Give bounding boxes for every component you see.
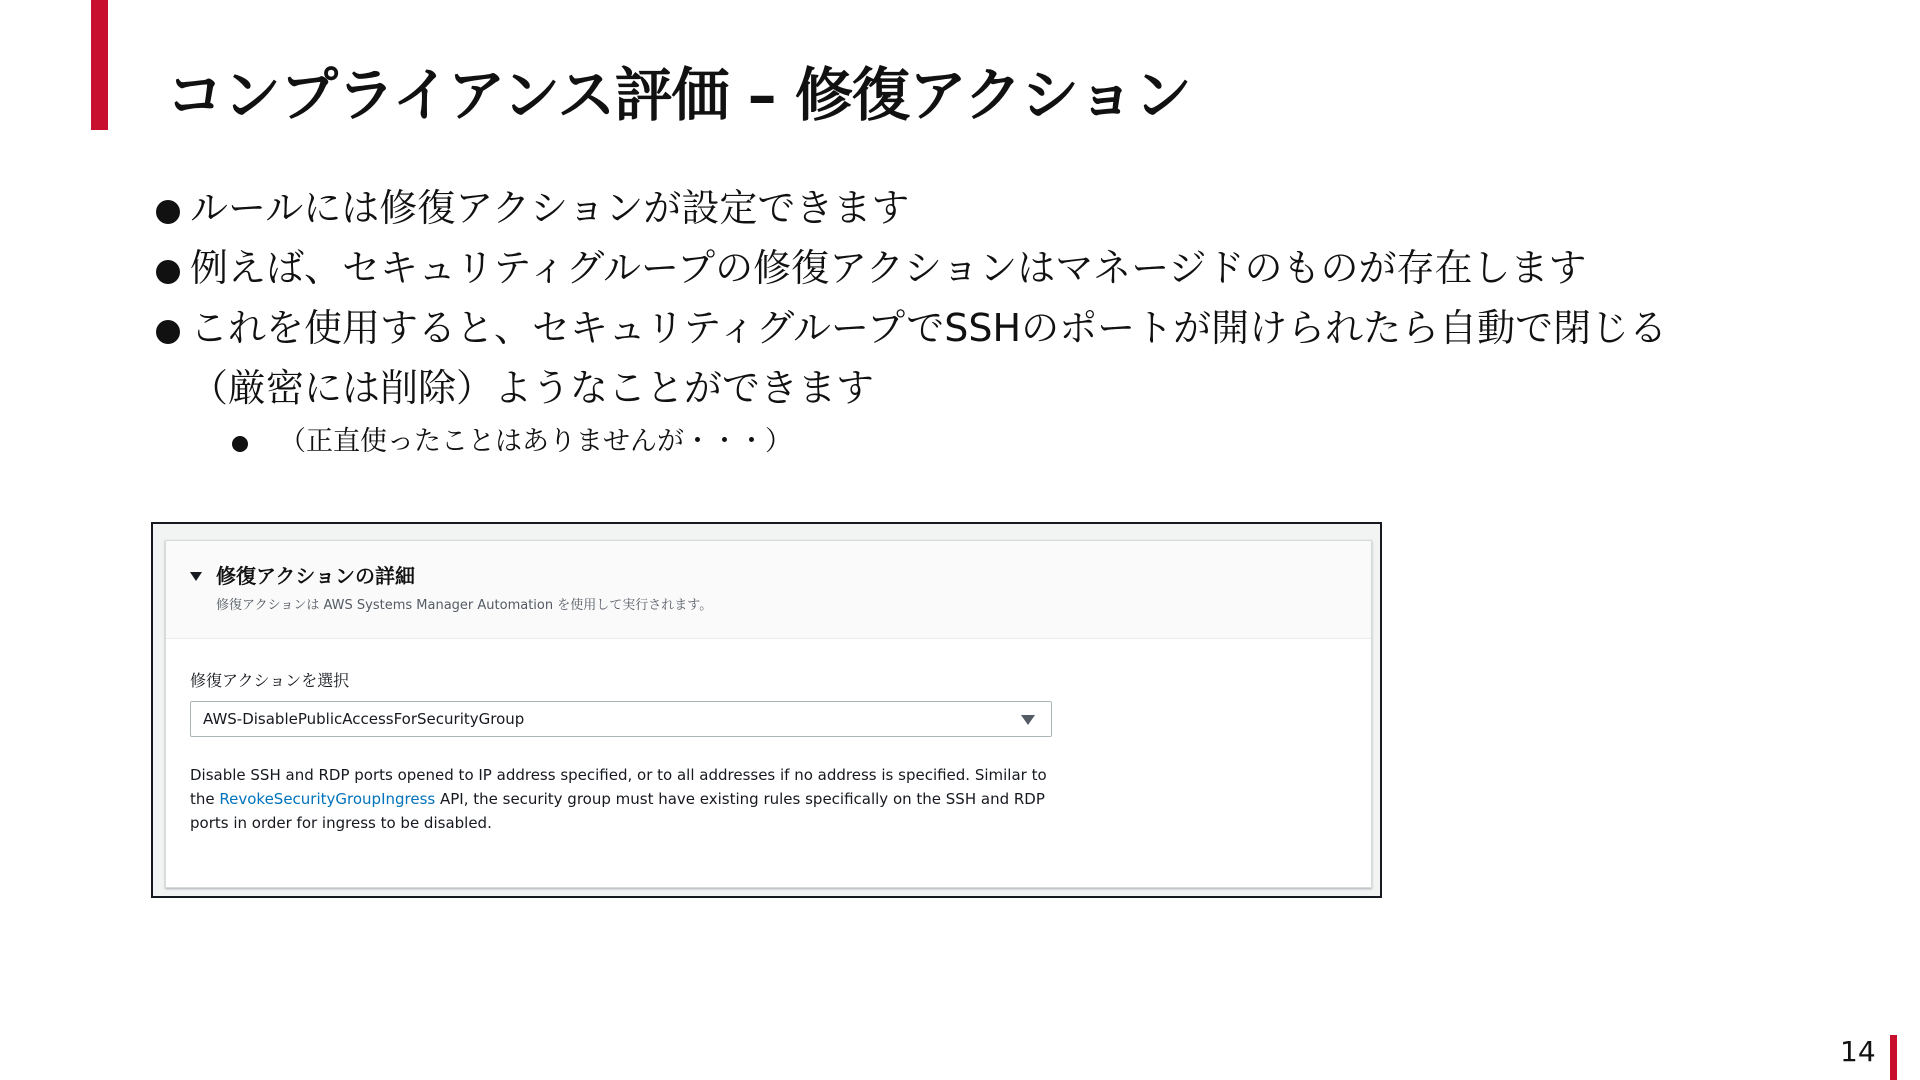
selected-action: AWS-DisablePublicAccessForSecurityGroup: [203, 710, 525, 728]
dropdown-arrow-icon[interactable]: [1021, 715, 1035, 725]
bullet-list: [152, 178, 1712, 464]
page-number-bar: [1890, 1035, 1897, 1080]
bullet-dot-icon: [232, 436, 248, 452]
bullet-text: これを使用すると、セキュリティグループでSSHのポートが開けられたら自動で閉じる（厳密には削除）ようなことができます: [190, 306, 1668, 410]
slide-title: コンプライアンス評価 – 修復アクション: [166, 61, 1191, 129]
page-number: 14: [1840, 1035, 1876, 1068]
caret-down-icon[interactable]: [190, 572, 202, 581]
bullet-text: 例えば、セキュリティグループの修復アクションはマネージドのものが存在します: [190, 246, 1587, 290]
bullet-text: ルールには修復アクションが設定できます: [190, 186, 910, 230]
sub-bullet-item: [152, 420, 1712, 464]
remediation-action-select[interactable]: [190, 701, 1052, 737]
section-description: 修復アクションは AWS Systems Manager Automation を使用して実行されます。: [216, 598, 713, 613]
title-accent-bar: [91, 0, 108, 130]
bullet-item: [152, 238, 1712, 298]
remediation-panel: [165, 540, 1372, 888]
sub-bullet-text: （正直使ったことはありませんが・・・）: [279, 426, 792, 457]
field-label: 修復アクションを選択: [190, 671, 350, 690]
section-title: 修復アクションの詳細: [216, 564, 415, 588]
action-description: [190, 763, 1070, 835]
console-screenshot: [151, 522, 1382, 898]
bullet-item: [152, 178, 1712, 238]
revoke-security-group-ingress-link[interactable]: RevokeSecurityGroupIngress: [219, 790, 436, 808]
bullet-dot-icon: [156, 200, 180, 224]
description-text: API, the security group must have existing rules specifically on the SSH and RDP ports in order for ingress to be disabled.: [190, 790, 1045, 832]
bullet-item: [152, 298, 1712, 418]
description-text: Disable SSH and RDP ports opened to IP address specified, or to all addresses if no address is specified. Similar to the: [190, 766, 1047, 808]
bullet-dot-icon: [156, 260, 180, 284]
bullet-dot-icon: [156, 320, 180, 344]
panel-header[interactable]: [166, 541, 1371, 639]
